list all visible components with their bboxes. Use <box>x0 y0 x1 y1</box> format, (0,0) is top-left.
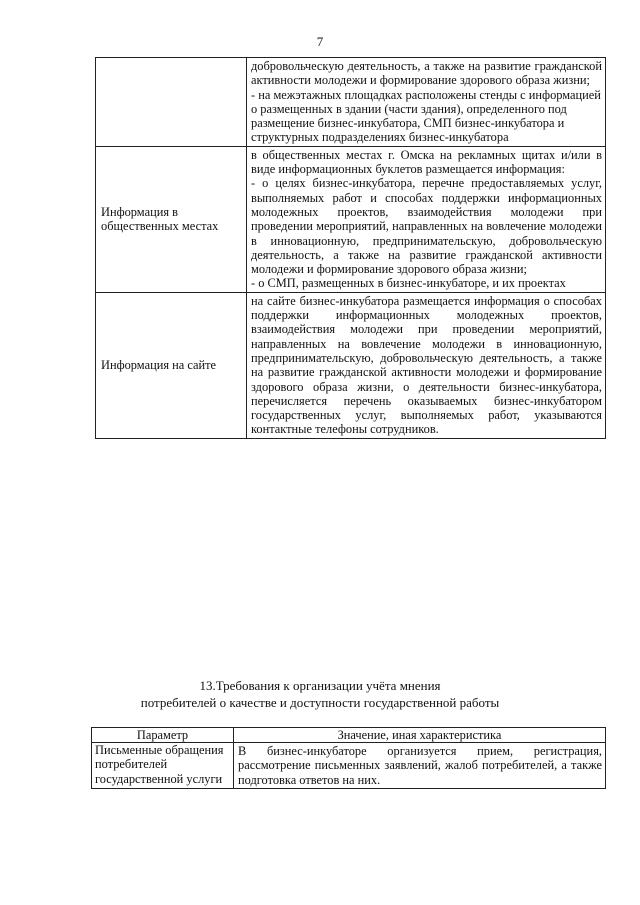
feedback-table <box>91 727 606 789</box>
value-cell: В бизнес-инкубаторе организуется прием, регистрация, рассмотрение письменных заявлений, жалоб потребителей, а также подготовка ответов на них. <box>234 743 606 789</box>
table-row <box>92 743 606 789</box>
row-label: Информация в общественных местах <box>96 146 247 292</box>
row-label: Информация на сайте <box>96 292 247 438</box>
paragraph: - о целях бизнес-инкубатора, перечне предоставляемых услуг, выполняемых работ и способах поддержки информационных молодежных проектов, взаимодействия молодежи при проведении мероприятий, направленных на вовлечение молодежи в инновационную, предпринимательскую, добровольческую деятельность, а также на развитие гражданской активности молодежи и формирование здорового образа жизни; <box>251 176 602 277</box>
row-content <box>247 58 606 147</box>
table-row <box>96 146 606 292</box>
table-row <box>96 292 606 438</box>
row-content <box>247 292 606 438</box>
page-number: 7 <box>316 34 324 49</box>
paragraph: на сайте бизнес-инкубатора размещается информация о способах поддержки информационных молодежных проектов, взаимодействия молодежи при проведении мероприятий, направленных на вовлечение молодежи в инновационную, предпринимательскую, добровольческую деятельность, а также на развитие гражданской активности молодежи и формирование здорового образа жизни, о деятельности бизнес-инкубатора, перечисляется перечень оказываемых бизнес-инкубатором государственных услуг, выполняемых работ, указываются контактные телефоны сотрудников. <box>251 293 602 437</box>
table-row <box>96 58 606 147</box>
param-cell: Письменные обращения потребителей государственной услуги <box>92 743 234 789</box>
table-header-row <box>92 728 606 743</box>
row-content <box>247 146 606 292</box>
paragraph: - о СМП, размещенных в бизнес-инкубаторе, и их проектах <box>251 276 566 291</box>
section-heading-line2: потребителей о качестве и доступности государственной работы <box>140 695 500 710</box>
paragraph: в общественных местах г. Омска на рекламных щитах и/или в виде информационных буклетов размещается информация: <box>251 147 602 177</box>
paragraph: добровольческую деятельность, а также на развитие гражданской активности молодежи и формирование здорового образа жизни; <box>251 59 602 88</box>
column-header-param: Параметр <box>92 728 234 743</box>
column-header-value: Значение, иная характеристика <box>234 728 606 743</box>
paragraph: - на межэтажных площадках расположены стенды с информацией о размещенных в здании (части здания), определенного под размещение бизнес-инкубатора, СМП бизнес-инкубатора и структурных подразделениях бизнес-инкубатора <box>251 87 601 145</box>
section-heading-line1: 13.Требования к организации учёта мнения <box>199 678 441 693</box>
information-table <box>95 57 606 439</box>
row-label <box>96 58 247 147</box>
